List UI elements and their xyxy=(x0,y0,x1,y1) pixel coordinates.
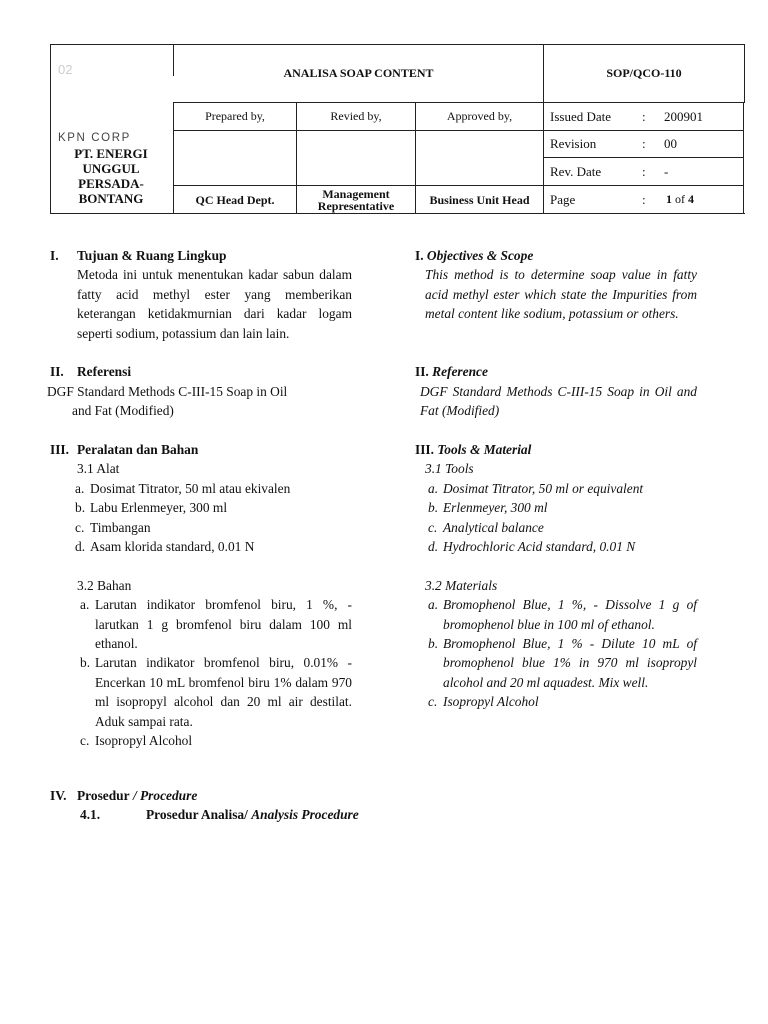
section-number: II. xyxy=(50,364,64,380)
section-body: DGF Standard Methods C-III-15 Soap in Oil and Fat (Modified) xyxy=(420,383,697,419)
section-body: This method is to determine soap value in fatty acid methyl ester which state the Impurities from metal content like sodium, potassium or others. xyxy=(425,267,697,322)
page-label: Page xyxy=(550,191,576,207)
subsection-title: 3.2 Bahan xyxy=(77,577,132,593)
section-number: I. xyxy=(415,248,424,263)
list-item: b. Erlenmeyer, 300 ml xyxy=(428,500,548,516)
issued-date-value: 200901 xyxy=(664,108,703,124)
section-body: Metoda ini untuk menentukan kadar sabun dalam fatty acid methyl ester yang memberikan keterangan ketidakmurnian dari kadar logam seperti sodium, potassium dan lain lain. xyxy=(77,267,352,341)
company-brand-logo: KPN CORP xyxy=(58,132,131,144)
revision-row xyxy=(550,131,677,157)
company-name: PT. ENERGI UNGGUL PERSADA-BONTANG xyxy=(74,146,148,206)
section-number: III. xyxy=(50,442,69,458)
logo-watermark: 02 xyxy=(58,62,73,77)
list-item: b. Larutan indikator bromfenol biru, 0.01% - Encerkan 10 mL bromfenol biru 1% dalam 970 ml isopropyl alcohol dan 20 ml air destilat. Aduk sampai rata. xyxy=(80,655,352,729)
subsection-title: 3.1 Alat xyxy=(77,461,120,477)
company-block xyxy=(50,132,172,206)
revised-by-label: Revied by, xyxy=(330,109,382,123)
signatory-management: Management Representative xyxy=(317,186,395,213)
approved-by-label: Approved by, xyxy=(446,109,513,123)
list-item: c. Timbangan xyxy=(75,519,151,535)
section-heading xyxy=(415,362,697,381)
subsection-title-en: Analysis Procedure xyxy=(251,807,359,823)
revision-value: 00 xyxy=(664,136,677,151)
document-header-table xyxy=(50,44,745,214)
reference-line-1: DGF Standard Methods C-III-15 Soap in Oil xyxy=(47,383,288,399)
list-item: a. Dosimat Titrator, 50 ml or equivalent xyxy=(428,480,644,496)
issued-date-label: Issued Date xyxy=(550,108,612,124)
list-item: d. Asam klorida standard, 0.01 N xyxy=(75,539,255,555)
list-item: c. Isopropyl Alcohol xyxy=(80,733,193,749)
section-heading xyxy=(50,440,352,459)
page-number: 1 xyxy=(666,192,672,206)
list-item: c. Isopropyl Alcohol xyxy=(428,694,539,710)
rev-date-sep: : xyxy=(642,163,646,179)
list-item: a. Bromophenol Blue, 1 %, - Dissolve 1 g of bromophenol blue in 100 ml of ethanol. xyxy=(428,597,697,632)
page-of: of xyxy=(675,192,685,206)
reference-line-2: and Fat (Modified) xyxy=(72,403,174,419)
document-code: SOP/QCO-110 xyxy=(606,65,682,80)
subsection-title: Prosedur Analisa/ xyxy=(146,807,248,823)
list-item: a. Larutan indikator bromfenol biru, 1 %, - larutkan 1 g bromfenol biru dalam 100 ml ethanol. xyxy=(80,597,352,652)
signatory-qc-head: QC Head Dept. xyxy=(195,192,275,207)
section-number: I. xyxy=(50,248,59,263)
section-heading xyxy=(50,246,352,265)
section-title: Prosedur xyxy=(77,788,130,803)
list-item: a. Dosimat Titrator, 50 ml atau ekivalen xyxy=(75,480,291,496)
page-total: 4 xyxy=(688,192,694,206)
prepared-by-label: Prepared by, xyxy=(205,109,265,123)
section-title-en: / Procedure xyxy=(132,788,198,803)
procedure-heading xyxy=(50,786,359,825)
section-title: Objectives & Scope xyxy=(426,248,534,263)
section-heading xyxy=(415,440,697,459)
revision-sep: : xyxy=(642,136,646,151)
right-column-english xyxy=(415,246,697,712)
page-sep: : xyxy=(642,191,646,207)
subsection-title: 3.1 Tools xyxy=(425,461,474,477)
subsection-number: 4.1. xyxy=(80,807,101,823)
left-column-indonesian xyxy=(47,246,352,751)
rev-date-value: - xyxy=(664,163,669,179)
rev-date-label: Rev. Date xyxy=(550,163,602,179)
section-number: III. xyxy=(415,442,434,458)
list-item: b. Labu Erlenmeyer, 300 ml xyxy=(75,500,228,516)
issued-date-row xyxy=(550,103,703,130)
list-item: c. Analytical balance xyxy=(428,519,544,535)
section-title: Referensi xyxy=(77,364,132,380)
section-number: IV. xyxy=(50,788,67,803)
signatory-business-unit: Business Unit Head xyxy=(429,192,530,207)
page-row xyxy=(550,186,694,213)
section-number: II. xyxy=(415,364,429,380)
subsection-title: 3.2 Materials xyxy=(425,577,498,593)
issued-date-sep: : xyxy=(642,108,646,124)
list-item: d. Hydrochloric Acid standard, 0.01 N xyxy=(428,539,636,555)
section-heading xyxy=(415,246,697,265)
section-title: Peralatan dan Bahan xyxy=(77,442,199,458)
document-title: ANALISA SOAP CONTENT xyxy=(283,65,434,80)
section-title: Tools & Material xyxy=(437,442,532,458)
list-item: b. Bromophenol Blue, 1 % - Dilute 10 mL of bromophenol blue 1% in 970 ml isopropyl alcohol and 20 ml aquadest. Mix well. xyxy=(428,636,697,690)
section-title: Reference xyxy=(432,364,488,380)
revision-label: Revision xyxy=(550,136,597,151)
section-title: Tujuan & Ruang Lingkup xyxy=(77,248,227,263)
section-heading xyxy=(50,362,352,381)
rev-date-row xyxy=(550,158,668,185)
